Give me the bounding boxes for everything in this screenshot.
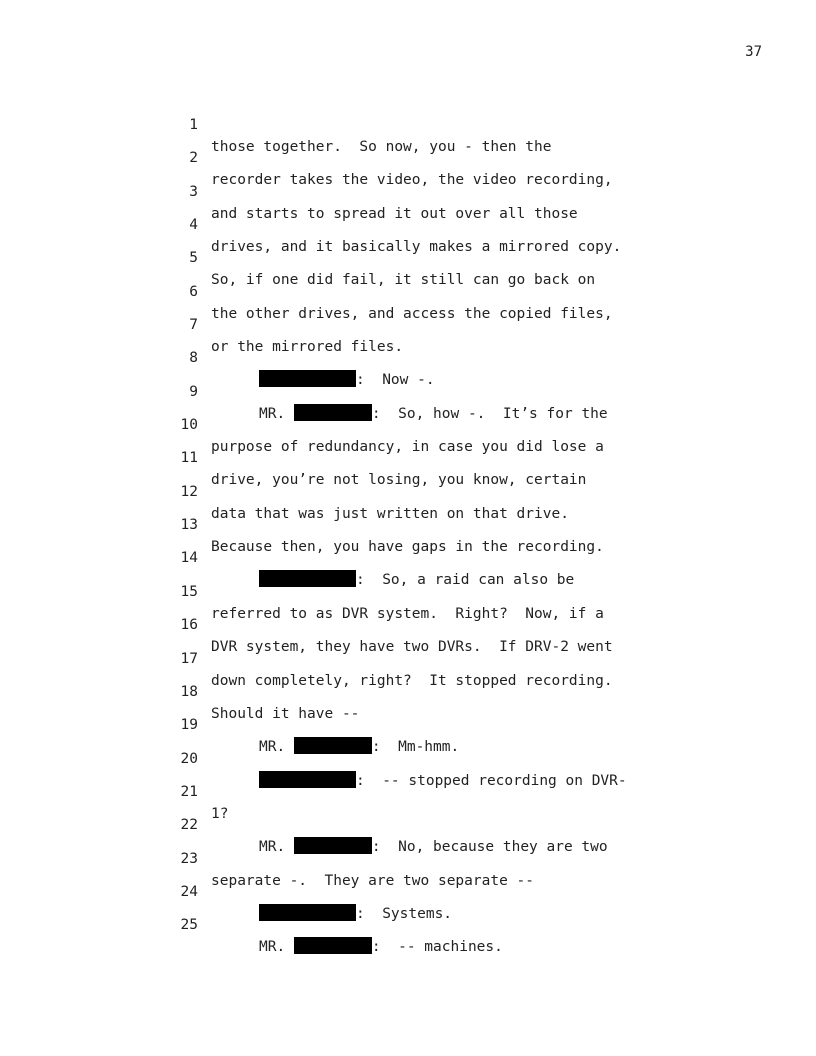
transcript-line xyxy=(170,592,790,656)
line-number: 20 xyxy=(180,750,198,767)
speaker-line xyxy=(170,525,790,589)
line-text: So, if one did fail, it still can go back on xyxy=(211,272,596,289)
line-number: 25 xyxy=(180,917,198,934)
line-number: 21 xyxy=(180,783,198,800)
line-text: and starts to spread it out over all those xyxy=(211,205,578,222)
line-number: 16 xyxy=(180,617,198,634)
speaker-text: : -- machines. xyxy=(371,939,503,956)
speaker-prefix: MR. xyxy=(259,739,294,756)
speaker-line xyxy=(170,792,790,856)
line-number: 24 xyxy=(180,883,198,900)
line-number: 9 xyxy=(189,383,198,400)
transcript-line xyxy=(170,459,790,522)
transcript-line xyxy=(170,659,790,722)
line-text: or the mirrored files. xyxy=(211,339,404,356)
speaker-prefix: MR. xyxy=(259,839,294,856)
transcript-body xyxy=(170,92,790,956)
speaker-text: : -- stopped recording on DVR- xyxy=(356,772,627,789)
speaker-text: : So, a raid can also be xyxy=(356,572,575,589)
line-number: 15 xyxy=(180,583,198,600)
line-text: drive, you’re not losing, you know, certain xyxy=(211,472,587,489)
transcript-line xyxy=(170,559,790,622)
speaker-line xyxy=(170,892,790,956)
line-number: 14 xyxy=(180,550,198,567)
transcript-line xyxy=(170,225,790,289)
line-text: those together. So now, you - then the xyxy=(211,139,552,155)
line-number: 19 xyxy=(180,717,198,734)
line-text: purpose of redundancy, in case you did lose a xyxy=(211,439,604,456)
line-number: 17 xyxy=(180,650,198,667)
line-text: recorder takes the video, the video recording, xyxy=(211,172,613,189)
transcript-line xyxy=(170,159,790,222)
line-number: 1 xyxy=(189,117,198,133)
speaker-text: : Now -. xyxy=(356,372,435,389)
transcript-line xyxy=(170,425,790,489)
speaker-prefix: MR. xyxy=(259,405,294,422)
speaker-line xyxy=(170,692,790,756)
line-number: 3 xyxy=(189,183,198,200)
speaker-turn xyxy=(259,936,503,958)
line-number: 22 xyxy=(180,817,198,834)
line-number: 8 xyxy=(189,350,198,367)
speaker-line xyxy=(170,726,790,789)
transcript-line xyxy=(170,125,790,189)
line-number: 4 xyxy=(189,217,198,234)
transcript-line xyxy=(170,192,790,256)
line-number: 7 xyxy=(189,317,198,334)
line-text: DVR system, they have two DVRs. If DRV-2 went xyxy=(211,639,613,656)
speaker-prefix: MR. xyxy=(259,939,294,956)
line-number: 2 xyxy=(189,150,198,167)
line-text: referred to as DVR system. Right? Now, if a xyxy=(211,605,604,622)
line-text: drives, and it basically makes a mirrored copy. xyxy=(211,239,622,256)
transcript-line xyxy=(170,92,790,155)
line-text: Should it have -- xyxy=(211,705,360,722)
speaker-text: : Mm-hmm. xyxy=(371,739,460,756)
page-number: 37 xyxy=(745,44,762,60)
line-text: data that was just written on that drive. xyxy=(211,505,569,522)
speaker-text: : So, how -. It’s for the xyxy=(371,405,608,422)
line-text: separate -. They are two separate -- xyxy=(211,872,535,889)
transcript-line xyxy=(170,259,790,322)
line-number: 6 xyxy=(189,283,198,300)
speaker-line xyxy=(170,859,790,922)
line-text: down completely, right? It stopped recording. xyxy=(211,672,613,689)
line-number: 13 xyxy=(180,517,198,534)
line-number: 5 xyxy=(189,250,198,267)
line-number: 12 xyxy=(180,483,198,500)
speaker-line xyxy=(170,325,790,389)
transcript-line xyxy=(170,292,790,356)
redacted-speaker-name xyxy=(294,937,372,954)
line-text: 1? xyxy=(211,805,229,822)
line-number: 11 xyxy=(180,450,198,467)
line-number: 10 xyxy=(180,417,198,434)
transcript-line xyxy=(170,492,790,556)
transcript-line xyxy=(170,759,790,822)
line-number: 23 xyxy=(180,850,198,867)
line-number: 18 xyxy=(180,683,198,700)
speaker-line xyxy=(170,359,790,422)
transcript-line xyxy=(170,626,790,689)
line-text: the other drives, and access the copied files, xyxy=(211,305,613,322)
line-text: Because then, you have gaps in the recording. xyxy=(211,539,604,556)
speaker-text: : Systems. xyxy=(356,905,453,922)
transcript-line xyxy=(170,392,790,456)
speaker-text: : No, because they are two xyxy=(371,839,608,856)
transcript-line xyxy=(170,826,790,889)
